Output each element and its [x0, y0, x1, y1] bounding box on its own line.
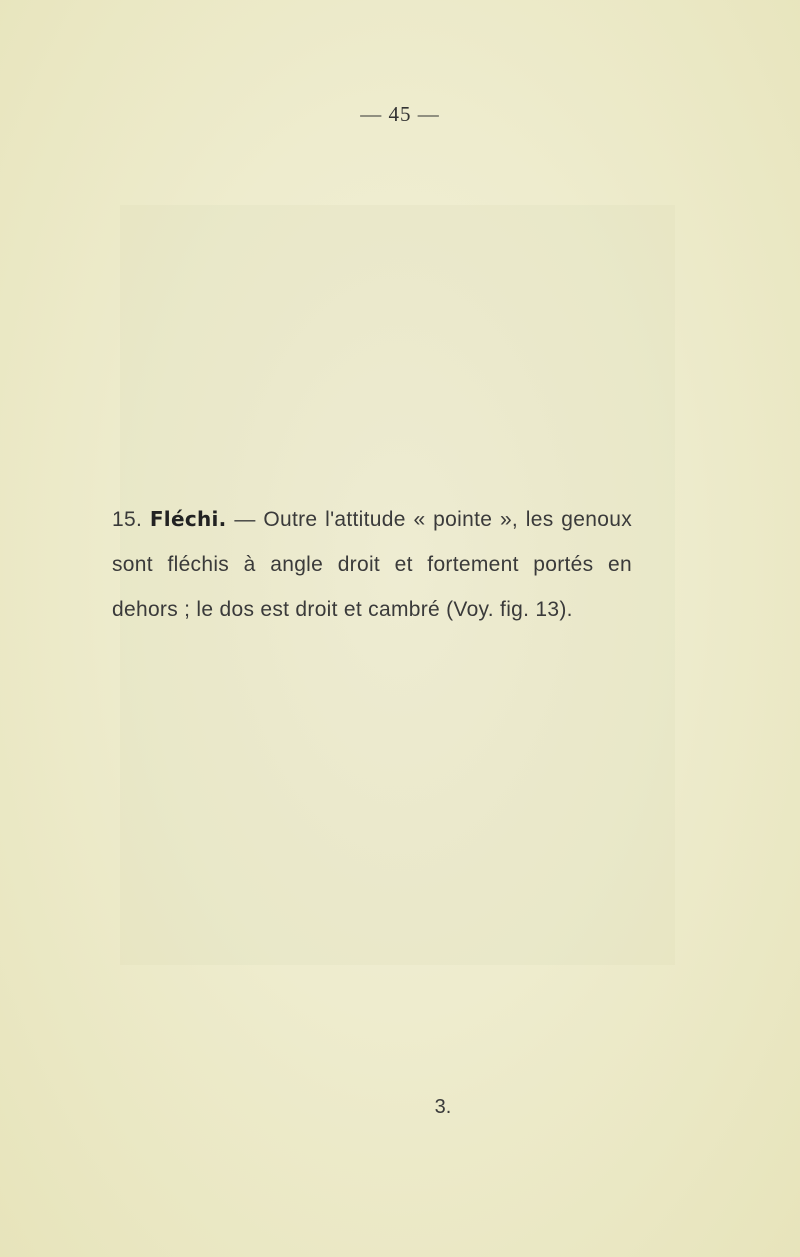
paragraph-number: 15.: [112, 508, 143, 531]
paragraph-title: Fléchi.: [149, 507, 227, 531]
paragraph-15: [112, 497, 632, 632]
page-number: — 45 —: [360, 102, 440, 126]
signature-mark: 3.: [434, 1096, 452, 1118]
paragraph-body: — Outre l'attitude « pointe », les genoux sont fléchis à angle droit et fortement portés en dehors ; le dos est droit et cambré (Voy. fig. 13).: [112, 508, 632, 621]
